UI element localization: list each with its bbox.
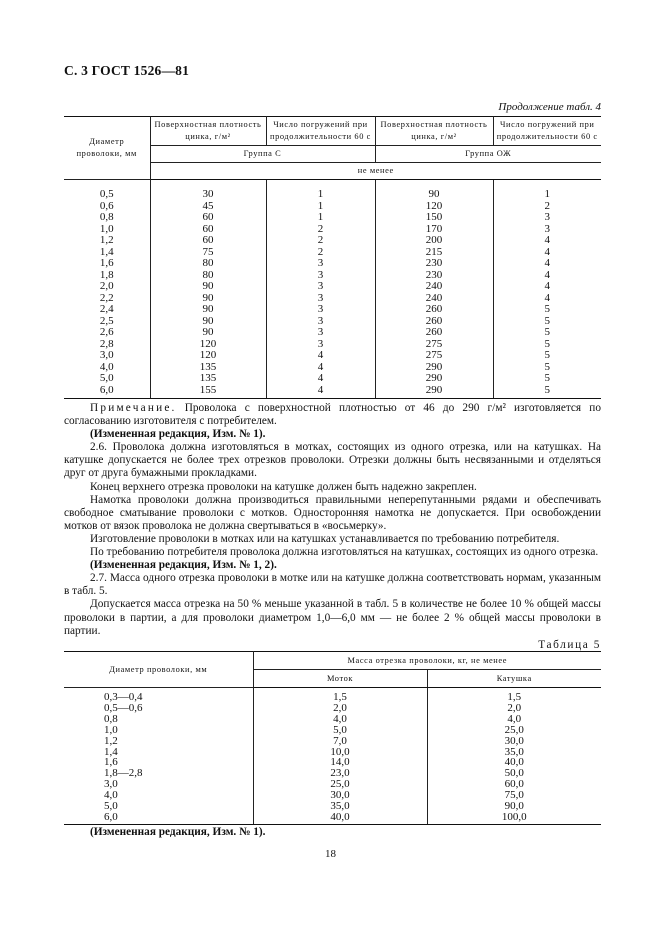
table-cell: 3 [493, 224, 601, 236]
table-cell: 5,0 [64, 373, 150, 385]
paragraph-request: По требованию потребителя проволока должна изготовляться на катушках, состоящих из одного отрезка. [90, 546, 599, 559]
table-cell: 23,0 [253, 768, 427, 779]
table-cell: 5 [493, 304, 601, 316]
t4-body [64, 180, 601, 399]
table-cell: 1,2 [64, 235, 150, 247]
t5-header-mass: Масса отрезка проволоки, кг, не менее [253, 652, 601, 670]
table-row [64, 373, 601, 385]
table-row [64, 736, 601, 747]
table-cell: 60 [150, 224, 266, 236]
table-cell: 230 [375, 270, 493, 282]
table-cell: 45 [150, 201, 266, 213]
note-text: Проволока с поверхностной плотностью от 46 до 290 г/м² изготовляется по согласованию изготовителя с потребителем. [64, 402, 601, 428]
table-cell: 260 [375, 327, 493, 339]
table-cell: 120 [150, 350, 266, 362]
table-cell: 3 [266, 316, 375, 328]
revision-note-1: (Измененная редакция, Изм. № 1). [90, 428, 266, 441]
table-cell: 10,0 [253, 747, 427, 758]
table-cell: 170 [375, 224, 493, 236]
table-cell: 0,5 [64, 180, 150, 201]
table-cell: 5 [493, 327, 601, 339]
table-row [64, 224, 601, 236]
table-cell: 2 [493, 201, 601, 213]
table-cell: 120 [150, 339, 266, 351]
table-cell: 5 [493, 362, 601, 374]
table-cell: 35,0 [253, 801, 427, 812]
table-row [64, 281, 601, 293]
t5-body [64, 688, 601, 825]
note-paragraph [64, 402, 601, 428]
table-4 [64, 116, 601, 399]
table-cell: 3 [266, 327, 375, 339]
table-cell: 2,8 [64, 339, 150, 351]
table-cell: 5,0 [253, 725, 427, 736]
table-row [64, 725, 601, 736]
table-cell: 1,5 [427, 688, 601, 703]
table-cell: 90 [150, 304, 266, 316]
table-cell: 90 [375, 180, 493, 201]
t5-header-diameter: Диаметр проволоки, мм [64, 652, 253, 688]
table-cell: 3 [493, 212, 601, 224]
table-row [64, 247, 601, 259]
table-row [64, 350, 601, 362]
table-5-title: Таблица 5 [538, 638, 601, 651]
table-cell: 230 [375, 258, 493, 270]
paragraph-winding: Намотка проволоки должна производиться правильными неперепутанными рядами и обеспечивать свободное сматывание проволоки с мотков. Односторонняя намотка не допускается. При освобождении мотков от вязок проволока не должна свертываться в «восьмерку». [64, 493, 601, 532]
table-row [64, 362, 601, 374]
table-cell: 2,2 [64, 293, 150, 305]
table-cell: 40,0 [253, 812, 427, 824]
note-label: Примечание. [90, 402, 177, 414]
table-cell: 3 [266, 339, 375, 351]
table-cell: 30,0 [253, 790, 427, 801]
table-cell: 260 [375, 316, 493, 328]
revision-note-footer: (Измененная редакция, Изм. № 1). [90, 826, 266, 838]
table-cell: 4 [266, 350, 375, 362]
table-cell: 275 [375, 350, 493, 362]
table-cell: 4 [493, 235, 601, 247]
table-cell: 4,0 [64, 362, 150, 374]
page-number: 18 [325, 848, 336, 860]
table-cell: 2 [266, 235, 375, 247]
table-cell: 1,4 [64, 747, 253, 758]
table-cell: 4 [266, 373, 375, 385]
table-cell: 25,0 [253, 779, 427, 790]
table-cell: 2,0 [64, 281, 150, 293]
table-cell: 50,0 [427, 768, 601, 779]
table-continuation-label: Продолжение табл. 4 [498, 101, 601, 113]
table-row [64, 339, 601, 351]
table-row [64, 180, 601, 201]
table-cell: 4,0 [253, 714, 427, 725]
table-cell: 4 [493, 281, 601, 293]
table-cell: 80 [150, 270, 266, 282]
table-cell: 200 [375, 235, 493, 247]
table-cell: 135 [150, 373, 266, 385]
table-row [64, 316, 601, 328]
table-cell: 90,0 [427, 801, 601, 812]
table-cell: 60 [150, 212, 266, 224]
table-cell: 2,5 [64, 316, 150, 328]
t4-group-c: Группа С [150, 146, 375, 163]
table-cell: 100,0 [427, 812, 601, 824]
table-cell: 1,0 [64, 725, 253, 736]
table-cell: 60 [150, 235, 266, 247]
table-cell: 4,0 [64, 790, 253, 801]
table-cell: 75 [150, 247, 266, 259]
table-cell: 6,0 [64, 385, 150, 399]
table-cell: 0,8 [64, 714, 253, 725]
table-cell: 30 [150, 180, 266, 201]
t4-header-density-oj: Поверхностная плотность цинка, г/м² [375, 117, 493, 146]
table-cell: 1,8—2,8 [64, 768, 253, 779]
page-header: С. 3 ГОСТ 1526—81 [64, 63, 190, 78]
table-cell: 290 [375, 373, 493, 385]
table-cell: 1 [266, 201, 375, 213]
table-cell: 3 [266, 258, 375, 270]
table-cell: 4 [493, 293, 601, 305]
revision-note-12: (Измененная редакция, Изм. № 1, 2). [90, 559, 277, 572]
table-cell: 2 [266, 247, 375, 259]
table-row [64, 235, 601, 247]
t4-header-density-c: Поверхностная плотность цинка, г/м² [150, 117, 266, 146]
table-cell: 3 [266, 281, 375, 293]
table-cell: 30,0 [427, 736, 601, 747]
table-cell: 5,0 [64, 801, 253, 812]
table-cell: 4 [493, 270, 601, 282]
table-cell: 290 [375, 385, 493, 399]
table-cell: 290 [375, 362, 493, 374]
table-cell: 0,3—0,4 [64, 688, 253, 703]
table-cell: 3 [266, 304, 375, 316]
table-row [64, 212, 601, 224]
table-cell: 1,6 [64, 757, 253, 768]
paragraph-end-fixing: Конец верхнего отрезка проволоки на катушке должен быть надежно закреплен. [90, 480, 477, 493]
table-cell: 4 [266, 362, 375, 374]
table-cell: 2,0 [253, 703, 427, 714]
table-cell: 1,4 [64, 247, 150, 259]
table-cell: 5 [493, 350, 601, 362]
t4-header-dips-oj: Число погружений при продолжительности 60 с [493, 117, 601, 146]
table-cell: 150 [375, 212, 493, 224]
table-cell: 4,0 [427, 714, 601, 725]
table-cell: 3,0 [64, 350, 150, 362]
table-cell: 3,0 [64, 779, 253, 790]
table-cell: 5 [493, 385, 601, 399]
table-cell: 1 [266, 180, 375, 201]
table-cell: 25,0 [427, 725, 601, 736]
table-cell: 2,4 [64, 304, 150, 316]
table-cell: 6,0 [64, 812, 253, 824]
table-cell: 0,5—0,6 [64, 703, 253, 714]
table-row [64, 293, 601, 305]
table-cell: 90 [150, 293, 266, 305]
table-cell: 5 [493, 373, 601, 385]
paragraph-2-6: 2.6. Проволока должна изготовляться в мотках, состоящих из одного отрезка, или на катушках. На катушке допускается не более трех отрезков проволоки. Отрезки должны быть несвязанными и отделяться друг от друга бумажными прокладками. [64, 441, 601, 480]
table-cell: 80 [150, 258, 266, 270]
table-cell: 1 [493, 180, 601, 201]
table-5 [64, 651, 601, 825]
table-cell: 90 [150, 327, 266, 339]
table-cell: 4 [266, 385, 375, 399]
t4-group-oj: Группа ОЖ [375, 146, 601, 163]
t5-header-coil: Моток [253, 670, 427, 688]
table-cell: 2,6 [64, 327, 150, 339]
table-row [64, 270, 601, 282]
table-cell: 2,0 [427, 703, 601, 714]
table-cell: 75,0 [427, 790, 601, 801]
table-cell: 275 [375, 339, 493, 351]
table-cell: 0,8 [64, 212, 150, 224]
table-cell: 7,0 [253, 736, 427, 747]
table-cell: 1,8 [64, 270, 150, 282]
table-row [64, 385, 601, 399]
table-cell: 1,2 [64, 736, 253, 747]
t4-header-dips-c: Число погружений при продолжительности 60 с [266, 117, 375, 146]
table-cell: 240 [375, 293, 493, 305]
table-cell: 1,6 [64, 258, 150, 270]
table-cell: 2 [266, 224, 375, 236]
table-row [64, 304, 601, 316]
table-cell: 260 [375, 304, 493, 316]
body-text [64, 402, 601, 652]
table-cell: 240 [375, 281, 493, 293]
t4-not-less: не менее [150, 163, 601, 180]
paragraph-consumer: Изготовление проволоки в мотках или на катушках устанавливается по требованию потребителя. [90, 532, 560, 545]
table-row [64, 201, 601, 213]
table-cell: 3 [266, 270, 375, 282]
paragraph-allowed: Допускается масса отрезка на 50 % меньше указанной в табл. 5 в количестве не более 10 % общей массы проволоки в партии, а для проволоки диаметром 1,0—6,0 мм — не более 2 % общей массы проволоки в партии. [64, 598, 601, 637]
table-cell: 90 [150, 316, 266, 328]
table-cell: 60,0 [427, 779, 601, 790]
table-cell: 120 [375, 201, 493, 213]
t5-header-spool: Катушка [427, 670, 601, 688]
table-row [64, 258, 601, 270]
table-cell: 0,6 [64, 201, 150, 213]
table-cell: 155 [150, 385, 266, 399]
table-cell: 4 [493, 247, 601, 259]
table-cell: 1,5 [253, 688, 427, 703]
table-row [64, 688, 601, 703]
table-cell: 5 [493, 316, 601, 328]
table-cell: 135 [150, 362, 266, 374]
table-row [64, 327, 601, 339]
table-cell: 1,0 [64, 224, 150, 236]
table-cell: 35,0 [427, 747, 601, 758]
table-cell: 40,0 [427, 757, 601, 768]
table-cell: 14,0 [253, 757, 427, 768]
table-cell: 4 [493, 258, 601, 270]
t4-header-diameter: Диаметр проволоки, мм [64, 117, 150, 180]
table-cell: 3 [266, 293, 375, 305]
paragraph-2-7: 2.7. Масса одного отрезка проволоки в мотке или на катушке должна соответствовать нормам, указанным в табл. 5. [64, 572, 601, 598]
table-cell: 90 [150, 281, 266, 293]
table-cell: 5 [493, 339, 601, 351]
table-row [64, 812, 601, 824]
table-cell: 215 [375, 247, 493, 259]
table-cell: 1 [266, 212, 375, 224]
